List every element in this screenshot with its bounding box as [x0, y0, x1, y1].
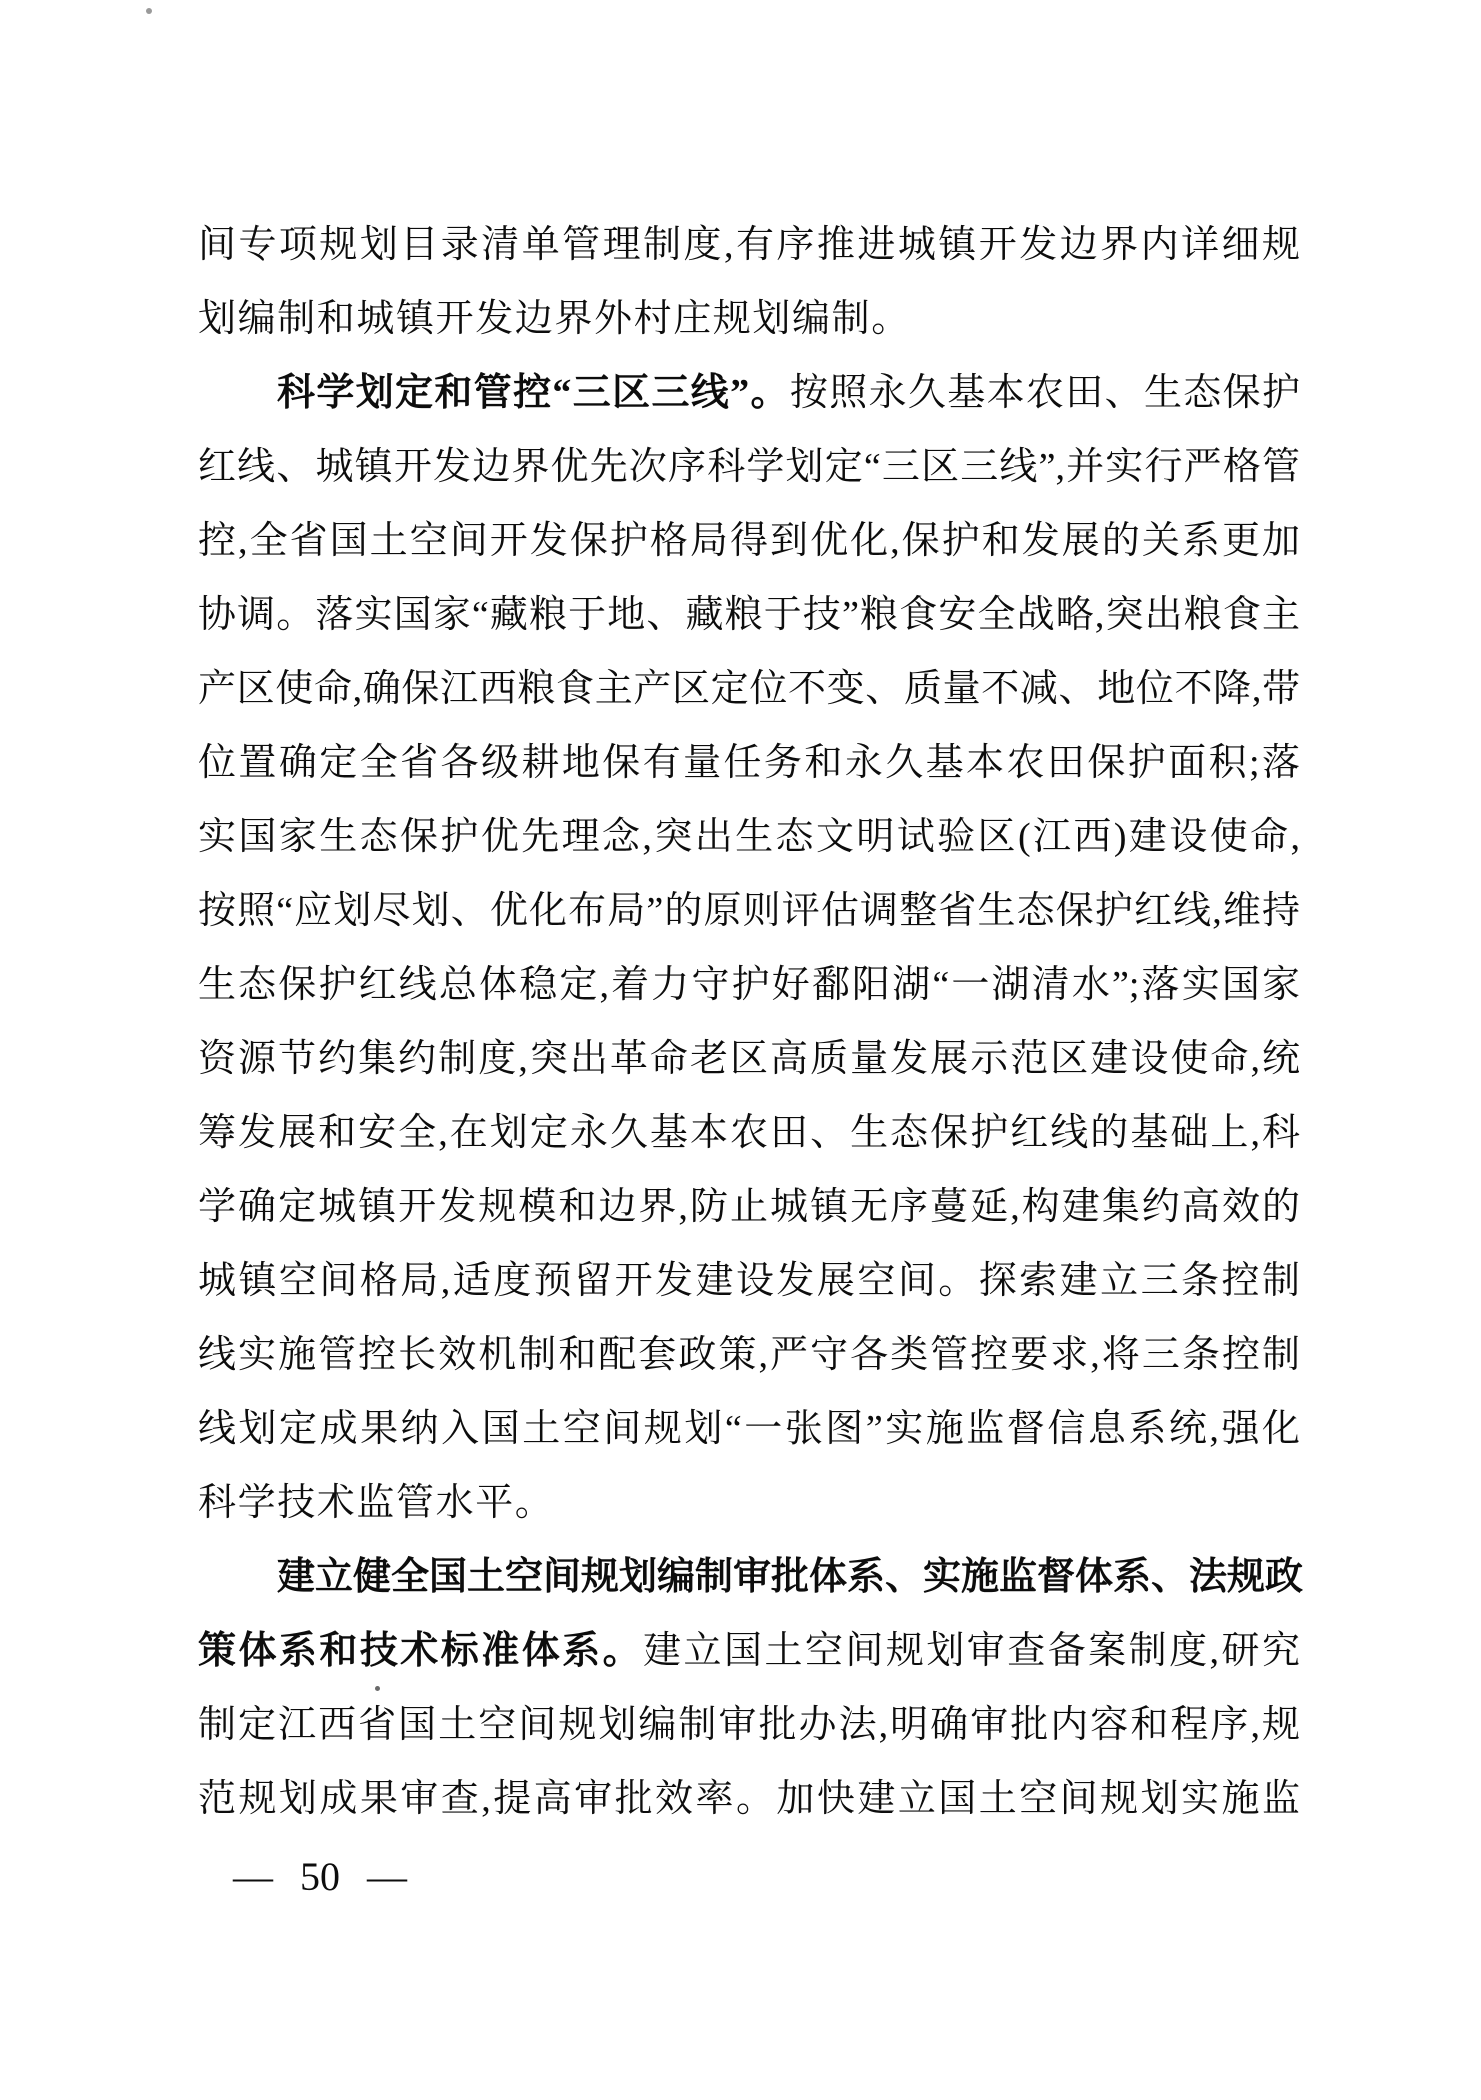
text-segment: 协调。落实国家“藏粮于地、藏粮于技”粮食安全战略,突出粮食主: [198, 594, 1300, 636]
text-line: [198, 1022, 1300, 1096]
scan-speck: [146, 8, 152, 14]
text-line: [198, 1540, 1304, 1614]
text-line: [198, 1244, 1300, 1318]
text-line: [198, 430, 1300, 504]
text-line: [198, 1170, 1300, 1244]
text-line: [198, 1762, 1300, 1836]
page-number: 50: [300, 1854, 340, 1899]
text-line: [198, 1614, 1300, 1688]
text-line: [198, 1096, 1300, 1170]
text-segment: 制定江西省国土空间规划编制审批办法,明确审批内容和程序,规: [198, 1704, 1300, 1746]
text-segment: 建立国土空间规划审查备案制度,研究: [643, 1630, 1300, 1672]
footer-dash-left: —: [233, 1854, 273, 1899]
text-segment: 划编制和城镇开发边界外村庄规划编制。: [198, 298, 911, 340]
text-line: [198, 578, 1300, 652]
text-line: [198, 1392, 1300, 1466]
text-segment: 资源节约集约制度,突出革命老区高质量发展示范区建设使命,统: [198, 1038, 1300, 1080]
text-line: [198, 1318, 1300, 1392]
footer-dash-right: —: [367, 1854, 407, 1899]
text-segment: 位置确定全省各级耕地保有量任务和永久基本农田保护面积;落: [198, 742, 1300, 784]
text-line: [198, 800, 1300, 874]
bold-text-segment: 策体系和技术标准体系。: [198, 1630, 644, 1672]
text-line: [198, 874, 1300, 948]
text-line: [198, 282, 1300, 356]
text-segment: 红线、城镇开发边界优先次序科学划定“三区三线”,并实行严格管: [198, 446, 1300, 488]
text-segment: 范规划成果审查,提高审批效率。加快建立国土空间规划实施监: [198, 1778, 1300, 1820]
text-line: [198, 1688, 1300, 1762]
text-segment: 线实施管控长效机制和配套政策,严守各类管控要求,将三条控制: [198, 1334, 1300, 1376]
text-segment: 按照永久基本农田、生态保护: [789, 372, 1300, 414]
text-line: [198, 356, 1300, 430]
text-segment: 城镇空间格局,适度预留开发建设发展空间。探索建立三条控制: [198, 1260, 1300, 1302]
text-segment: 按照“应划尽划、优化布局”的原则评估调整省生态保护红线,维持: [198, 890, 1300, 932]
text-segment: 生态保护红线总体稳定,着力守护好鄱阳湖“一湖清水”;落实国家: [198, 964, 1300, 1006]
text-segment: 线划定成果纳入国土空间规划“一张图”实施监督信息系统,强化: [198, 1408, 1300, 1450]
text-segment: 筹发展和安全,在划定永久基本农田、生态保护红线的基础上,科: [198, 1112, 1300, 1154]
text-line: [198, 1466, 1300, 1540]
text-segment: 控,全省国土空间开发保护格局得到优化,保护和发展的关系更加: [198, 520, 1300, 562]
text-line: [198, 652, 1300, 726]
page-footer: [233, 1852, 407, 1902]
text-line: [198, 948, 1300, 1022]
text-segment: 产区使命,确保江西粮食主产区定位不变、质量不减、地位不降,带: [198, 668, 1300, 710]
text-line: [198, 504, 1300, 578]
text-segment: 间专项规划目录清单管理制度,有序推进城镇开发边界内详细规: [198, 224, 1300, 266]
text-segment: 实国家生态保护优先理念,突出生态文明试验区(江西)建设使命,: [198, 816, 1300, 858]
text-line: [198, 726, 1300, 800]
bold-text-segment: 科学划定和管控“三区三线”。: [277, 372, 790, 414]
text-block: [198, 208, 1304, 1836]
text-line: [198, 208, 1300, 282]
text-segment: 科学技术监管水平。: [198, 1482, 555, 1524]
bold-text-segment: 建立健全国土空间规划编制审批体系、实施监督体系、法规政: [277, 1556, 1304, 1598]
text-segment: 学确定城镇开发规模和边界,防止城镇无序蔓延,构建集约高效的: [198, 1186, 1300, 1228]
